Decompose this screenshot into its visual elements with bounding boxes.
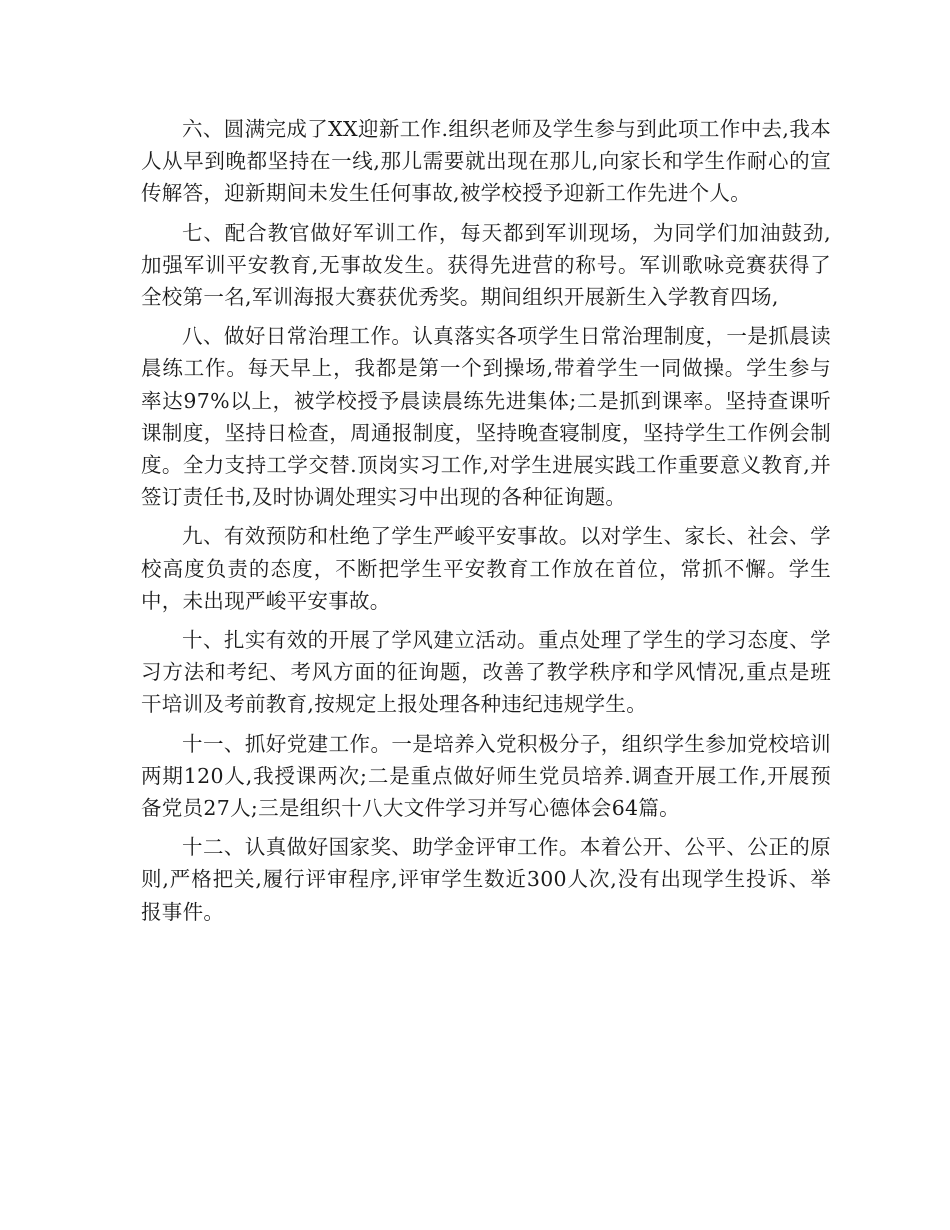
paragraph-8: 八、做好日常治理工作。认真落实各项学生日常治理制度，一是抓晨读晨练工作。每天早上，我都是第一个到操场,带着学生一同做操。学生参与率达97%以上，被学校授予晨读晨练先进集体;二是抓到课率。坚持查课听课制度，坚持日检查，周通报制度，坚持晚查寝制度，坚持学生工作例会制度。全力支持工学交替.顶岗实习工作,对学生进展实践工作重要意义教育,并签订责任书,及时协调处理实习中出现的各种征询题。 — [141, 324, 831, 510]
paragraph-9: 九、有效预防和杜绝了学生严峻平安事故。以对学生、家长、社会、学校高度负责的态度，不断把学生平安教育工作放在首位，常抓不懈。学生中，未出现严峻平安事故。 — [141, 524, 831, 613]
paragraph-12: 十二、认真做好国家奖、助学金评审工作。本着公开、公平、公正的原则,严格把关,履行评审程序,评审学生数近300人次,没有出现学生投诉、举报事件。 — [141, 835, 831, 924]
paragraph-7: 七、配合教官做好军训工作，每天都到军训现场，为同学们加油鼓劲,加强军训平安教育,无事故发生。获得先进营的称号。军训歌咏竞赛获得了全校第一名,军训海报大赛获优秀奖。期间组织开展新生入学教育四场, — [141, 220, 831, 310]
document-body — [141, 113, 831, 935]
paragraph-11: 十一、抓好党建工作。一是培养入党积极分子，组织学生参加党校培训两期120人,我授课两次;二是重点做好师生党员培养.调查开展工作,开展预备党员27人;三是组织十八大文件学习并写心德体会64篇。 — [141, 731, 831, 821]
paragraph-6: 六、圆满完成了XX迎新工作.组织老师及学生参与到此项工作中去,我本人从早到晚都坚持在一线,那儿需要就出现在那儿,向家长和学生作耐心的宣传解答，迎新期间未发生任何事故,被学校授予迎新工作先进个人。 — [141, 117, 831, 206]
paragraph-10: 十、扎实有效的开展了学风建立活动。重点处理了学生的学习态度、学习方法和考纪、考风方面的征询题，改善了教学秩序和学风情况,重点是班干培训及考前教育,按规定上报处理各种违纪违规学生。 — [141, 628, 831, 717]
